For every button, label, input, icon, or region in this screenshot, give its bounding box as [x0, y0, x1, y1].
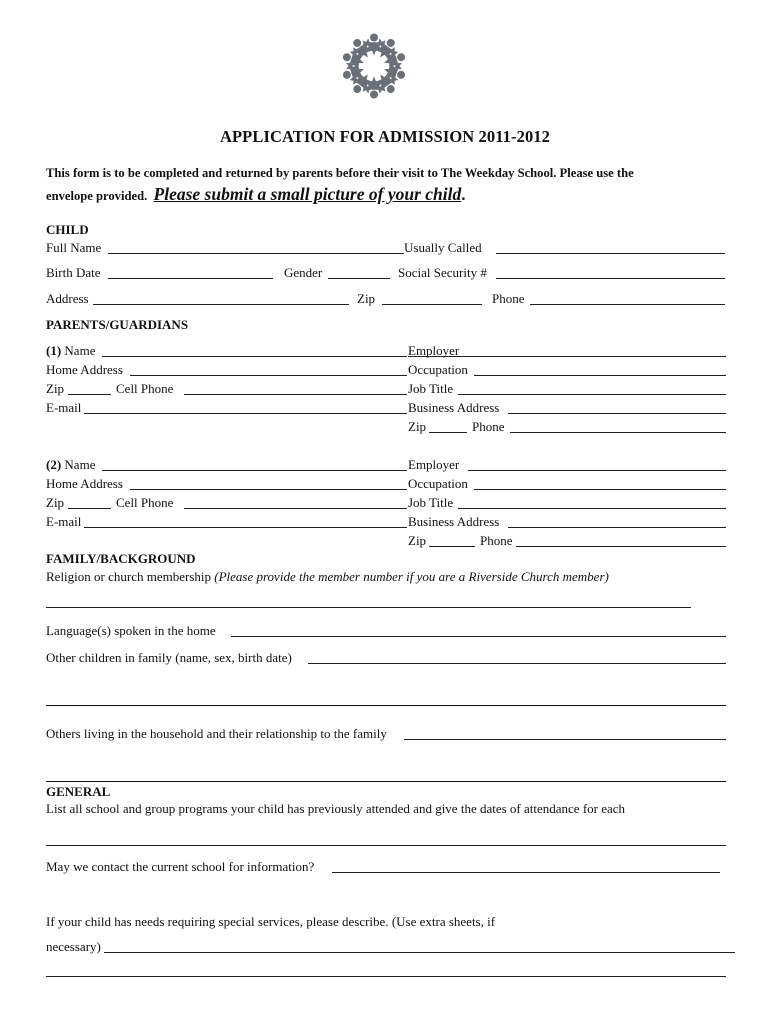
- parent2-business-phone-label: Phone: [480, 533, 513, 548]
- parent1-address-row: [46, 362, 726, 380]
- parent1-home-address-label: Home Address: [46, 362, 123, 377]
- parent2-job-title-field[interactable]: [458, 508, 726, 509]
- parent2-employer-field[interactable]: [468, 470, 726, 471]
- necessary-row: [46, 939, 736, 957]
- submit-picture-note: Please submit a small picture of your child: [153, 184, 462, 204]
- children-circle-logo-icon: [336, 28, 412, 104]
- parent2-name-row: [46, 457, 726, 475]
- parent1-email-row: [46, 400, 726, 418]
- gender-label: Gender: [284, 265, 323, 280]
- parent2-cell-phone-label: Cell Phone: [116, 495, 174, 510]
- parent2-email-label: E-mail: [46, 514, 82, 529]
- parent2-business-zip-row: [46, 533, 726, 551]
- parent2-employer-label: Employer: [408, 457, 460, 472]
- parent1-name-field[interactable]: [102, 356, 407, 357]
- parent1-name-label: (1) Name: [46, 343, 96, 358]
- full-name-field[interactable]: [108, 253, 404, 254]
- parent1-cell-phone-field[interactable]: [184, 394, 407, 395]
- parent2-email-row: [46, 514, 726, 532]
- parent2-zip-field[interactable]: [68, 508, 111, 509]
- phone-field[interactable]: [530, 304, 725, 305]
- others-living-field[interactable]: [404, 739, 726, 740]
- address-field[interactable]: [93, 304, 349, 305]
- parent1-zip-row: [46, 381, 726, 399]
- parent2-home-address-label: Home Address: [46, 476, 123, 491]
- parent2-business-zip-field[interactable]: [429, 546, 475, 547]
- languages-row: [46, 623, 726, 641]
- general-section-heading: GENERAL: [46, 784, 111, 799]
- programs-question: List all school and group programs your child has previously attended and give the dates of attendance for each: [46, 801, 626, 816]
- others-living-row: [46, 726, 726, 744]
- other-children-field[interactable]: [308, 663, 726, 664]
- child-address-row: [46, 291, 726, 309]
- intro-line2-suffix: .: [461, 185, 466, 204]
- parent1-zip-field[interactable]: [68, 394, 111, 395]
- parent2-business-zip-label: Zip: [408, 533, 427, 548]
- page-title: APPLICATION FOR ADMISSION 2011-2012: [219, 127, 550, 146]
- parent2-zip-row: [46, 495, 726, 513]
- parent1-business-zip-label: Zip: [408, 419, 427, 434]
- other-children-label: Other children in family (name, sex, birth date): [46, 650, 292, 665]
- special-services-question: If your child has needs requiring special services, please describe. (Use extra sheets, if: [46, 914, 496, 929]
- special-services-field-line2[interactable]: [46, 976, 726, 977]
- religion-note: (Please provide the member number if you are a Riverside Church member): [214, 569, 609, 584]
- programs-field[interactable]: [46, 845, 726, 846]
- parent1-job-title-label: Job Title: [408, 381, 454, 396]
- special-services-field[interactable]: [104, 952, 735, 953]
- full-name-label: Full Name: [46, 240, 102, 255]
- family-section-heading: FAMILY/BACKGROUND: [46, 551, 196, 566]
- other-children-row: [46, 650, 726, 668]
- parent2-email-field[interactable]: [84, 527, 407, 528]
- address-label: Address: [46, 291, 89, 306]
- religion-question: Religion or church membership (Please provide the member number if you are a Riverside Church member): [46, 569, 609, 584]
- usually-called-label: Usually Called: [404, 240, 482, 255]
- languages-field[interactable]: [231, 636, 726, 637]
- parent1-business-address-field[interactable]: [508, 413, 726, 414]
- religion-field[interactable]: [46, 607, 691, 608]
- parent2-business-address-field[interactable]: [508, 527, 726, 528]
- parent1-home-address-field[interactable]: [130, 375, 407, 376]
- parent1-email-field[interactable]: [84, 413, 407, 414]
- parent1-employer-label: Employer: [408, 343, 460, 358]
- contact-school-label: May we contact the current school for information?: [46, 859, 315, 874]
- intro-line2-prefix: envelope provided.: [46, 189, 148, 203]
- parent2-cell-phone-field[interactable]: [184, 508, 407, 509]
- gender-field[interactable]: [328, 278, 390, 279]
- parent2-name-field[interactable]: [102, 470, 407, 471]
- child-name-row: [46, 240, 726, 258]
- birth-date-field[interactable]: [108, 278, 273, 279]
- parent1-cell-phone-label: Cell Phone: [116, 381, 174, 396]
- parent1-name-row: [46, 343, 726, 361]
- parent2-occupation-label: Occupation: [408, 476, 468, 491]
- parent1-business-address-label: Business Address: [408, 400, 500, 415]
- parent1-business-phone-field[interactable]: [510, 432, 726, 433]
- zip-label: Zip: [357, 291, 376, 306]
- other-children-field-line2[interactable]: [46, 705, 726, 706]
- contact-school-field[interactable]: [332, 872, 720, 873]
- usually-called-field[interactable]: [496, 253, 725, 254]
- parent2-occupation-field[interactable]: [474, 489, 726, 490]
- languages-label: Language(s) spoken in the home: [46, 623, 216, 638]
- parent2-business-phone-field[interactable]: [516, 546, 726, 547]
- parent2-zip-label: Zip: [46, 495, 65, 510]
- others-living-label: Others living in the household and their relationship to the family: [46, 726, 387, 741]
- parent1-business-phone-label: Phone: [472, 419, 505, 434]
- ssn-field[interactable]: [496, 278, 725, 279]
- parent2-name-label: (2) Name: [46, 457, 96, 472]
- parent2-business-address-label: Business Address: [408, 514, 500, 529]
- parent1-employer-field[interactable]: [408, 356, 726, 357]
- ssn-label: Social Security #: [398, 265, 487, 280]
- parent1-occupation-label: Occupation: [408, 362, 468, 377]
- contact-school-row: [46, 859, 726, 877]
- parent2-address-row: [46, 476, 726, 494]
- necessary-label: necessary): [46, 939, 101, 954]
- parent1-business-zip-field[interactable]: [429, 432, 467, 433]
- parent1-email-label: E-mail: [46, 400, 82, 415]
- intro-text-line2: [46, 184, 466, 205]
- others-living-field-line2[interactable]: [46, 781, 726, 782]
- parent1-zip-label: Zip: [46, 381, 65, 396]
- phone-label: Phone: [492, 291, 525, 306]
- parent1-occupation-field[interactable]: [474, 375, 726, 376]
- zip-field[interactable]: [382, 304, 482, 305]
- intro-text-line1: This form is to be completed and returned by parents before their visit to The Weekday School. Please use the: [46, 166, 634, 180]
- child-birth-row: [46, 265, 726, 283]
- parent1-job-title-field[interactable]: [458, 394, 726, 395]
- parent2-job-title-label: Job Title: [408, 495, 454, 510]
- parents-section-heading: PARENTS/GUARDIANS: [46, 317, 189, 332]
- parent2-home-address-field[interactable]: [130, 489, 407, 490]
- birth-date-label: Birth Date: [46, 265, 101, 280]
- child-section-heading: CHILD: [46, 222, 89, 237]
- parent1-business-zip-row: [46, 419, 726, 437]
